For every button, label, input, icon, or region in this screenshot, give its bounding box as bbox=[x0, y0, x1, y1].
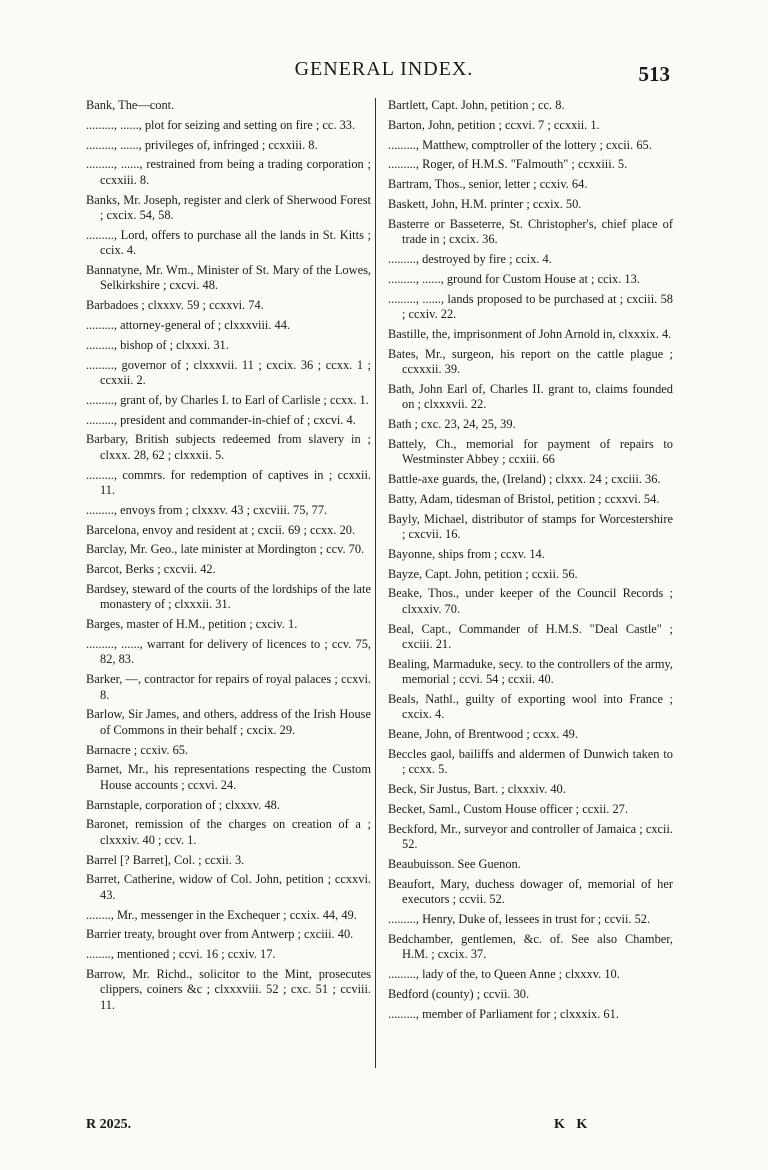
running-title: GENERAL INDEX. bbox=[294, 58, 474, 80]
index-entry: Beake, Thos., under keeper of the Council Records ; clxxxiv. 70. bbox=[388, 586, 673, 616]
index-entry: Barlow, Sir James, and others, address of the Irish House of Commons in their behalf ; cxcix. 29. bbox=[86, 707, 371, 737]
index-entry: ........., envoys from ; clxxxv. 43 ; cxcviii. 75, 77. bbox=[86, 502, 328, 517]
index-entry: ........., Matthew, comptroller of the lottery ; cxcii. 65. bbox=[388, 137, 652, 152]
index-entry: ........., ......, lands proposed to be purchased at ; cxciii. 58 ; ccxiv. 22. bbox=[388, 291, 673, 321]
index-entry: ........., destroyed by fire ; ccix. 4. bbox=[388, 251, 552, 266]
index-entry: Beals, Nathl., guilty of exporting wool into France ; cxcix. 4. bbox=[388, 691, 673, 722]
index-entry: ........., member of Parliament for ; clxxxix. 61. bbox=[388, 1006, 619, 1021]
index-entry: ........., grant of, by Charles I. to Earl of Carlisle ; ccxx. 1. bbox=[86, 392, 369, 407]
index-entry: ........, Mr., messenger in the Exchequer ; ccxix. 44, 49. bbox=[86, 907, 357, 922]
index-entry: Barton, John, petition ; ccxvi. 7 ; ccxxii. 1. bbox=[388, 117, 600, 132]
index-entry: Bedchamber, gentlemen, &c. of. See also Chamber, H.M. ; cxcix. 37. bbox=[388, 931, 673, 962]
index-entry: ........., attorney-general of ; clxxxviii. 44. bbox=[86, 318, 291, 332]
index-entry: Becket, Saml., Custom House officer ; ccxii. 27. bbox=[388, 801, 628, 816]
index-entry: Barcelona, envoy and resident at ; cxcii. 69 ; ccxx. 20. bbox=[86, 522, 356, 537]
index-entry: Bayze, Capt. John, petition ; ccxii. 56. bbox=[388, 566, 578, 581]
index-entry: Barrel [? Barret], Col. ; ccxii. 3. bbox=[86, 852, 245, 867]
index-entry: Battle-axe guards, the, (Ireland) ; clxxx. 24 ; cxciii. 36. bbox=[388, 471, 661, 486]
index-entry: ........., governor of ; clxxxvii. 11 ; cxcix. 36 ; ccxx. 1 ; ccxxii. 2. bbox=[86, 357, 371, 387]
index-entry: ........., Lord, offers to purchase all the lands in St. Kitts ; ccix. 4. bbox=[86, 227, 371, 258]
index-entry: ........., president and commander-in-chief of ; cxcvi. 4. bbox=[86, 412, 356, 427]
index-entry: Bannatyne, Mr. Wm., Minister of St. Mary of the Lowes, Selkirkshire ; cxcvi. 48. bbox=[86, 263, 371, 293]
index-entry: Barclay, Mr. Geo., late minister at Mordington ; ccv. 70. bbox=[86, 542, 365, 557]
signature-mark: K K bbox=[554, 1117, 592, 1132]
index-entry: ........., ......, restrained from being a trading corporation ; ccxxiii. 8. bbox=[86, 157, 371, 187]
index-entry: Battely, Ch., memorial for payment of repairs to Westminster Abbey ; ccxiii. 66 bbox=[388, 436, 673, 467]
index-entry: Barker, —, contractor for repairs of royal palaces ; ccxvi. 8. bbox=[86, 672, 371, 702]
index-entry: Barnacre ; ccxiv. 65. bbox=[86, 742, 189, 757]
index-entry: Bealing, Marmaduke, secy. to the controllers of the army, memorial ; ccvi. 54 ; ccxii. 40. bbox=[388, 656, 673, 687]
index-entry: Bayly, Michael, distributor of stamps for Worcestershire ; cxcvii. 16. bbox=[388, 511, 673, 541]
right-index-column bbox=[388, 98, 673, 1026]
page-number: 513 bbox=[638, 62, 670, 86]
index-entry: Beaufort, Mary, duchess dowager of, memorial of her executors ; ccvii. 52. bbox=[388, 876, 673, 907]
index-entry: ........., Roger, of H.M.S. "Falmouth" ; ccxxiii. 5. bbox=[388, 157, 628, 172]
index-entry: Bastille, the, imprisonment of John Arnold in, clxxxix. 4. bbox=[388, 326, 672, 341]
index-entry: Barbadoes ; clxxxv. 59 ; ccxxvi. 74. bbox=[86, 298, 264, 313]
index-entry: ........., lady of the, to Queen Anne ; clxxxv. 10. bbox=[388, 966, 620, 981]
index-entry: Barcot, Berks ; cxcvii. 42. bbox=[86, 562, 216, 577]
index-entry: Barnet, Mr., his representations respecting the Custom House accounts ; ccxvi. 24. bbox=[86, 762, 371, 792]
index-entry: Bartlett, Capt. John, petition ; cc. 8. bbox=[388, 98, 565, 112]
index-entry: ........., ......, plot for seizing and setting on fire ; cc. 33. bbox=[86, 117, 356, 132]
index-entry: Bartram, Thos., senior, letter ; ccxiv. 64. bbox=[388, 177, 588, 192]
index-entry: Barrier treaty, brought over from Antwerp ; cxciii. 40. bbox=[86, 927, 354, 942]
index-entry: Bates, Mr., surgeon, his report on the cattle plague ; ccxxxii. 39. bbox=[388, 346, 673, 376]
index-entry: Beal, Capt., Commander of H.M.S. "Deal Castle" ; cxciii. 21. bbox=[388, 621, 673, 651]
left-index-column bbox=[86, 98, 371, 1018]
index-entry: Baronet, remission of the charges on creation of a ; clxxxiv. 40 ; ccv. 1. bbox=[86, 817, 371, 847]
index-entry: Bank, The—cont. bbox=[86, 98, 175, 112]
index-entry: ........., Henry, Duke of, lessees in trust for ; ccvii. 52. bbox=[388, 911, 651, 926]
index-entry: Bath ; cxc. 23, 24, 25, 39. bbox=[388, 416, 516, 431]
index-entry: Barrow, Mr. Richd., solicitor to the Mint, prosecutes clippers, coiners &c ; clxxxviii. 52 ; cxc. 51 ; ccviii. 11. bbox=[86, 966, 371, 1012]
index-entry: Beck, Sir Justus, Bart. ; clxxxiv. 40. bbox=[388, 782, 566, 797]
index-entry: ........., ......, privileges of, infringed ; ccxxiii. 8. bbox=[86, 137, 318, 152]
printer-signature: R 2025. bbox=[86, 1117, 132, 1132]
index-entry: Beccles gaol, bailiffs and aldermen of Dunwich taken to ; ccxx. 5. bbox=[388, 746, 673, 777]
index-entry: Barnstaple, corporation of ; clxxxv. 48. bbox=[86, 797, 280, 812]
index-entry: Beane, John, of Brentwood ; ccxx. 49. bbox=[388, 727, 578, 742]
index-entry: ........, mentioned ; ccvi. 16 ; ccxiv. 17. bbox=[86, 947, 276, 962]
column-divider bbox=[375, 98, 376, 1068]
index-entry: ........., ......, ground for Custom House at ; ccix. 13. bbox=[388, 271, 640, 286]
index-entry: Baskett, John, H.M. printer ; ccxix. 50. bbox=[388, 196, 582, 211]
index-entry: Bedford (county) ; ccvii. 30. bbox=[388, 986, 530, 1001]
index-entry: ........., bishop of ; clxxxi. 31. bbox=[86, 337, 229, 352]
index-entry: Bath, John Earl of, Charles II. grant to, claims founded on ; clxxxvii. 22. bbox=[388, 381, 673, 412]
index-entry: Basterre or Basseterre, St. Christopher's, chief place of trade in ; cxcix. 36. bbox=[388, 216, 673, 247]
index-entry: ........., commrs. for redemption of captives in ; ccxxii. 11. bbox=[86, 467, 371, 497]
index-entry: Banks, Mr. Joseph, register and clerk of Sherwood Forest ; cxcix. 54, 58. bbox=[86, 192, 371, 222]
index-entry: Batty, Adam, tidesman of Bristol, petition ; ccxxvi. 54. bbox=[388, 491, 660, 506]
index-entry: Barbary, British subjects redeemed from slavery in ; clxxx. 28, 62 ; clxxxii. 5. bbox=[86, 432, 371, 462]
index-entry: Barret, Catherine, widow of Col. John, petition ; ccxxvi. 43. bbox=[86, 872, 371, 902]
index-entry: Beckford, Mr., surveyor and controller of Jamaica ; cxcii. 52. bbox=[388, 821, 673, 852]
index-entry: Bardsey, steward of the courts of the lordships of the late monastery of ; clxxxii. 31. bbox=[86, 581, 371, 612]
index-entry: Beaubuisson. See Guenon. bbox=[388, 856, 521, 871]
index-entry: Barges, master of H.M., petition ; cxciv. 1. bbox=[86, 617, 298, 632]
index-entry: ........., ......, warrant for delivery of licences to ; ccv. 75, 82, 83. bbox=[86, 636, 371, 667]
index-entry: Bayonne, ships from ; ccxv. 14. bbox=[388, 546, 545, 561]
